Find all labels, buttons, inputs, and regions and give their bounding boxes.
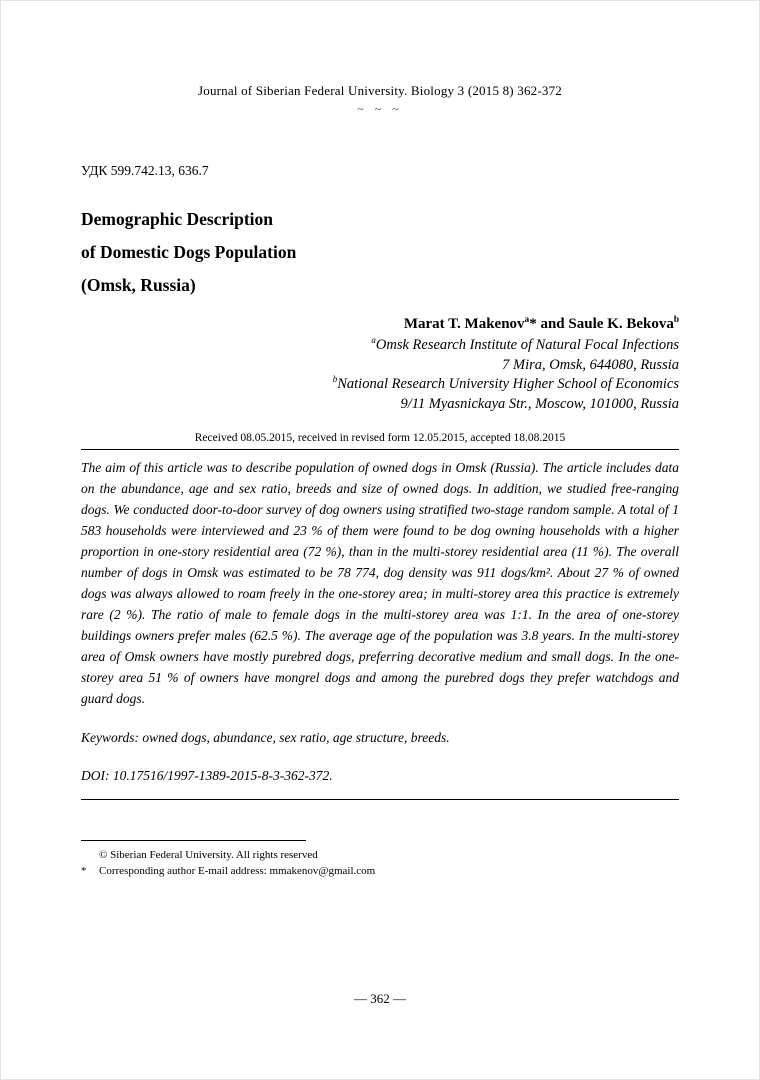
affiliation-1-mark: a (371, 335, 376, 346)
header-ornament: ~ ~ ~ (357, 102, 403, 116)
doi-line: DOI: 10.17516/1997-1389-2015-8-3-362-372. (81, 768, 333, 783)
received-dates-line: Received 08.05.2015, received in revised form 12.05.2015, accepted 18.08.2015 (81, 432, 679, 450)
page-footer (1, 991, 759, 1007)
author-2-name: and Saule K. Bekova (536, 316, 674, 332)
copyright-footnote-text: © Siberian Federal University. All rights reserved (99, 849, 318, 861)
page-number: — 362 — (354, 991, 406, 1006)
authors-line (81, 316, 679, 333)
footnotes-block (81, 840, 679, 879)
article-title-line-1: Demographic Description (81, 209, 273, 229)
affiliation-line-2 (81, 356, 679, 376)
udk-code: УДК 599.742.13, 636.7 (81, 163, 209, 178)
corresponding-author-star: * (529, 316, 537, 332)
article-title-line-3: (Omsk, Russia) (81, 275, 196, 295)
doi-block (81, 767, 679, 800)
affiliation-line-1 (81, 336, 679, 356)
corresponding-author-footnote-marker: * (81, 864, 87, 877)
page-content (1, 83, 759, 879)
author-1-affiliation-mark: a (524, 315, 530, 325)
journal-header-line: Journal of Siberian Federal University. Biology 3 (2015 8) 362-372 (197, 83, 563, 98)
article-title-line-2: of Domestic Dogs Population (81, 242, 297, 262)
affiliation-3-mark: b (332, 374, 338, 385)
affiliation-4-text: 9/11 Myasnickaya Str., Moscow, 101000, Russia (400, 395, 679, 412)
affiliation-2-text: 7 Mira, Omsk, 644080, Russia (502, 356, 679, 373)
corresponding-author-footnote (81, 864, 679, 880)
copyright-footnote (81, 848, 679, 864)
corresponding-author-footnote-text: Corresponding author E-mail address: mmakenov@gmail.com (99, 864, 376, 877)
article-title (81, 203, 679, 302)
affiliation-1-text: Omsk Research Institute of Natural Focal Infections (375, 337, 679, 353)
author-2-affiliation-mark: b (673, 315, 679, 325)
authors-block (81, 316, 679, 414)
keywords-line: Keywords: owned dogs, abundance, sex ratio, age structure, breeds. (81, 730, 450, 745)
affiliation-3-text: National Research University Higher School of Economics (337, 376, 679, 392)
author-1-name: Marat T. Makenov (403, 316, 525, 332)
affiliation-line-3 (81, 375, 679, 395)
affiliation-line-4 (81, 395, 679, 415)
footnote-separator-rule (81, 840, 306, 841)
abstract-text: The aim of this article was to describe population of owned dogs in Omsk (Russia). The article includes data on the abundance, age and sex ratio, breeds and size of owned dogs. In addition, we studied free-ranging dogs. We conducted door-to-door survey of dog owners using stratified two-stage random sample. A total of 1 583 households were interviewed and 23 % of them were found to be dog owning households with a higher proportion in one-story residential area (72 %), than in the multi-storey residential area (11 %). The overall number of dogs in Omsk was estimated to be 78 774, dog density was 911 dogs/km². About 27 % of owned dogs was always allowed to roam freely in the one-storey area; in multi-storey area this practice is extremely rare (2 %). The ratio of male to female dogs in the multi-storey area was 1:1. In the area of one-storey buildings owners prefer males (62.5 %). The average age of the population was 3.8 years. In the multi-storey area of Omsk owners have mostly purebred dogs, preferring decorative medium and small dogs. In the one-storey area 51 % of owners have mongrel dogs and among the purebred dogs they prefer watchdogs and guard dogs. (81, 460, 679, 706)
copyright-footnote-marker (81, 848, 99, 864)
